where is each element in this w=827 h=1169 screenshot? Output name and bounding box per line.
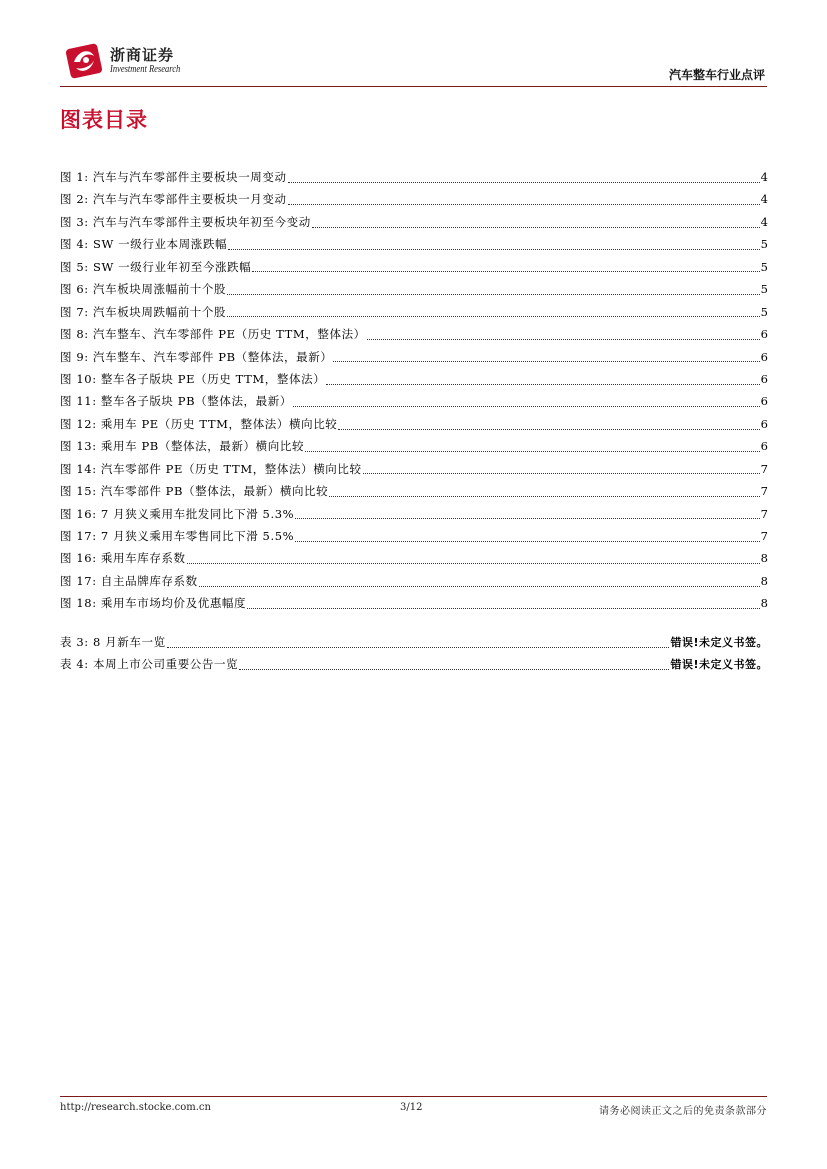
figure-toc-entry[interactable] [60,346,768,368]
toc-entry-label: 图 1: 汽车与汽车零部件主要板块一周变动 [60,170,287,184]
toc-entry-page: 7 [760,461,768,476]
figure-toc-entry[interactable] [60,570,768,592]
toc-entry-page: 6 [760,327,768,342]
dot-leader [199,572,760,587]
logo-english-name: Investment Research [110,64,181,75]
figure-toc-entry[interactable] [60,435,768,457]
toc-entry-page: 6 [760,416,768,431]
toc-entry-page: 7 [760,506,768,521]
figure-toc-entry[interactable] [60,233,768,255]
toc-entry-page: 错误!未定义书签。 [670,658,768,672]
footer-divider [60,1096,767,1097]
dot-leader [167,633,670,648]
toc-entry-page: 4 [760,192,768,207]
company-logo [64,40,184,84]
toc-entry-page: 错误!未定义书签。 [670,636,768,649]
dot-leader [305,437,760,452]
dot-leader [239,655,669,670]
toc-entry-label: 图 7: 汽车板块周跌幅前十个股 [60,304,227,319]
toc-entry-page: 6 [760,439,768,454]
toc-entry-page: 5 [760,304,768,319]
figure-toc-entry[interactable] [60,211,768,233]
toc-entry-page: 7 [760,484,768,499]
toc-entry-label: 表 3: 8 月新车一览 [60,635,166,649]
header-divider [60,86,767,87]
page-title: 图表目录 [60,108,148,132]
toc-entry-page: 5 [760,237,768,252]
toc-entry-page: 4 [760,214,768,229]
dot-leader [227,280,760,295]
logo-mark-icon [64,40,106,80]
toc-entry-page: 5 [760,282,768,297]
figure-toc-entry[interactable] [60,592,768,614]
footer-url[interactable]: http://research.stocke.com.cn [60,1102,211,1113]
footer-disclaimer: 请务必阅读正文之后的免责条款部分 [599,1106,767,1117]
toc-entry-page: 8 [760,573,768,588]
figure-toc-entry[interactable] [60,368,768,390]
figure-toc-entry[interactable] [60,278,768,300]
dot-leader [329,482,759,497]
toc-entry-label: 图 17: 自主品牌库存系数 [60,573,198,588]
dot-leader [247,594,760,609]
figure-toc-entry[interactable] [60,256,768,278]
figure-toc-entry[interactable] [60,480,768,502]
dot-leader [252,257,759,272]
dot-leader [333,347,759,362]
dot-leader [363,459,760,474]
dot-leader [288,168,760,183]
figure-toc-entry[interactable] [60,413,768,435]
dot-leader [326,370,759,385]
toc-entry-label: 图 10: 整车各子版块 PE（历史 TTM，整体法） [60,371,326,386]
dot-leader [293,392,760,407]
toc-entry-label: 图 4: SW 一级行业本周涨跌幅 [60,237,228,252]
toc-entry-label: 图 12: 乘用车 PE（历史 TTM，整体法）横向比较 [60,416,338,431]
toc-entry-label: 图 5: SW 一级行业年初至今涨跌幅 [60,259,252,274]
toc-entry-page: 5 [760,259,768,274]
dot-leader [295,504,760,519]
toc-entry-label: 图 16: 7 月狭义乘用车批发同比下滑 5.3% [60,506,295,521]
figure-toc-entry[interactable] [60,390,768,412]
figure-toc-entry[interactable] [60,503,768,525]
table-toc-entry[interactable] [60,631,768,653]
table-toc-entry[interactable] [60,653,768,675]
toc-entry-label: 图 3: 汽车与汽车零部件主要板块年初至今变动 [60,214,311,229]
toc-entry-page: 6 [760,349,768,364]
toc-entry-label: 图 18: 乘用车市场均价及优惠幅度 [60,596,247,611]
figure-toc-list [60,166,768,615]
dot-leader [338,415,759,430]
toc-entry-label: 图 14: 汽车零部件 PE（历史 TTM，整体法）横向比较 [60,461,362,476]
toc-entry-label: 图 11: 整车各子版块 PB（整体法，最新） [60,394,292,409]
toc-entry-label: 图 15: 汽车零部件 PB（整体法，最新）横向比较 [60,484,329,499]
figure-toc-entry[interactable] [60,301,768,323]
toc-entry-page: 6 [760,394,768,409]
toc-entry-page: 4 [760,170,768,184]
figure-toc-entry[interactable] [60,547,768,569]
dot-leader [288,190,760,205]
figure-toc-entry[interactable] [60,166,768,188]
figure-toc-entry[interactable] [60,323,768,345]
dot-leader [228,235,760,250]
dot-leader [227,302,760,317]
figure-toc-entry[interactable] [60,458,768,480]
toc-entry-label: 表 4: 本周上市公司重要公告一览 [60,657,239,672]
toc-entry-label: 图 6: 汽车板块周涨幅前十个股 [60,282,227,297]
page-number: 3/12 [400,1102,423,1113]
figure-toc-entry[interactable] [60,188,768,210]
toc-entry-page: 8 [760,596,768,611]
toc-entry-label: 图 9: 汽车整车、汽车零部件 PB（整体法，最新） [60,349,333,364]
toc-entry-label: 图 2: 汽车与汽车零部件主要板块一月变动 [60,192,287,207]
toc-entry-page: 7 [760,529,768,543]
dot-leader [295,527,760,542]
toc-entry-label: 图 8: 汽车整车、汽车零部件 PE（历史 TTM，整体法） [60,327,366,342]
figure-toc-entry[interactable] [60,525,768,547]
toc-entry-label: 图 16: 乘用车库存系数 [60,551,186,566]
table-toc-list [60,631,768,676]
toc-entry-label: 图 17: 7 月狭义乘用车零售同比下滑 5.5% [60,529,295,543]
logo-chinese-name: 浙商证券 [110,46,175,64]
dot-leader [312,213,760,228]
toc-entry-page: 8 [760,551,768,566]
toc-entry-label: 图 13: 乘用车 PB（整体法，最新）横向比较 [60,439,305,454]
report-type: 汽车整车行业点评 [668,68,765,82]
dot-leader [187,549,760,564]
toc-entry-page: 6 [760,371,768,386]
dot-leader [367,325,760,340]
